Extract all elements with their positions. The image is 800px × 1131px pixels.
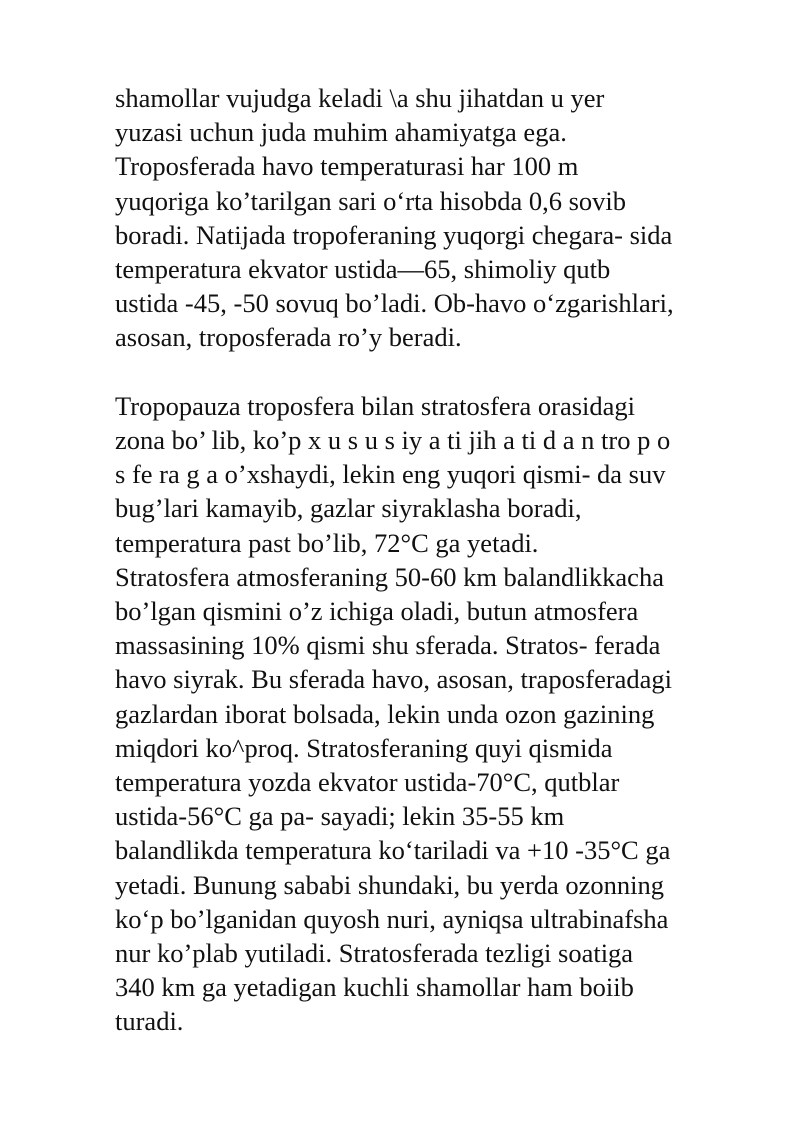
document-page [115,81,755,1039]
text-line: boradi. Natijada tropoferaning yuqorgi chegara- sida [115,219,673,250]
text-line: Stratosfera atmosferaning 50-60 km balandlikkacha [115,561,664,592]
text-line: zona bo’ lib, ko’p x u s u s iy a ti jih a ti d a n tro p o [115,425,671,456]
text-line: miqdori ko^proq. Stratosferaning quyi qismida [115,732,613,763]
text-line: yuqoriga ko’tarilgan sari o‘rta hisobda 0,6 sovib [115,185,627,216]
text-line: yuzasi uchun juda muhim ahamiyatga ega. [115,117,567,148]
text-line: bo’lgan qismini o’z ichiga oladi, butun atmosfera [115,596,639,627]
text-line: havo siyrak. Bu sferada havo, asosan, traposferadagi [115,664,673,695]
text-line: ustida -45, -50 sovuq bo’ladi. Ob-havo o‘zgarishlari, [115,288,674,319]
text-line: temperatura ekvator ustida—65, shimoliy qutb [115,254,611,285]
text-line: Troposferada havo temperaturasi har 100 m [115,151,579,182]
text-line: 340 km ga yetadigan kuchli shamollar ham boiib [115,972,634,1003]
text-line: ustida-56°C ga pa- sayadi; lekin 35-55 km [115,801,565,832]
text-line: yetadi. Bunung sababi shundaki, bu yerda ozonning [115,869,665,900]
text-line: Tropopauza troposfera bilan stratosfera orasidagi [115,390,636,421]
text-line: gazlardan iborat bolsada, lekin unda ozon gazining [115,698,655,729]
text-line: temperatura yozda ekvator ustida-70°C, qutblar [115,767,620,798]
text-line: turadi. [115,1006,184,1037]
paragraph-troposphere [115,81,755,355]
paragraph-tropopause-stratosphere [115,389,755,1039]
paragraph-spacer [115,355,755,389]
text-line: massasining 10% qismi shu sferada. Stratos- ferada [115,630,661,661]
text-line: temperatura past bo’lib, 72°C ga yetadi. [115,527,539,558]
text-line: s fe ra g a o’xshaydi, lekin eng yuqori qismi- da suv [115,459,666,490]
text-line: asosan, troposferada ro’y beradi. [115,322,462,353]
text-line: ko‘p bo’lganidan quyosh nuri, ayniqsa ultrabinafsha [115,903,669,934]
text-line: shamollar vujudga keladi \a shu jihatdan u yer [115,83,605,113]
text-line: balandlikda temperatura ko‘tariladi va +10 -35°C ga [115,835,671,866]
text-line: nur ko’plab yutiladi. Stratosferada tezligi soatiga [115,938,634,969]
text-line: bug’lari kamayib, gazlar siyraklasha boradi, [115,493,582,524]
